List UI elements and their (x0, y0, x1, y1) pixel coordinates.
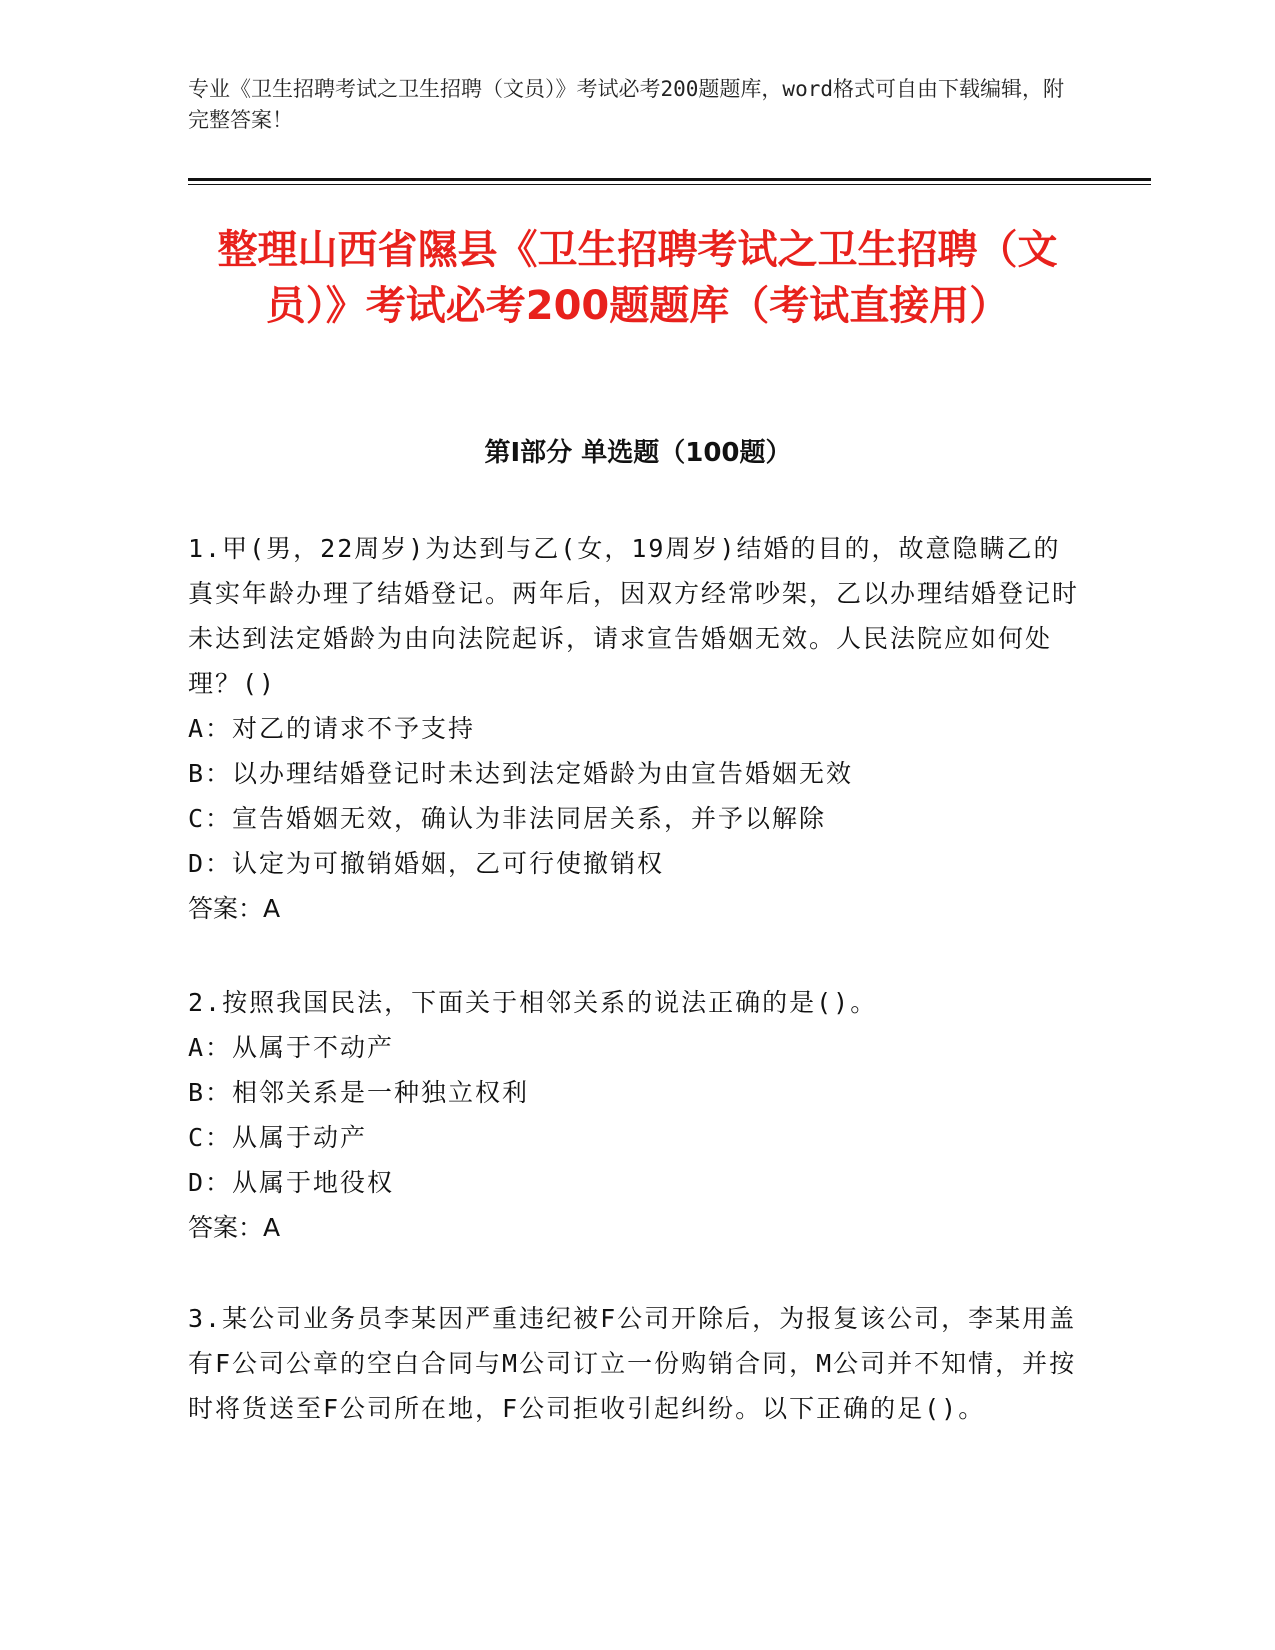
header-note: 专业《卫生招聘考试之卫生招聘（文员）》考试必考200题题库，word格式可自由下载编辑，附完整答案！ (188, 77, 1064, 132)
section-title: 第Ⅰ部分 单选题（100题） (484, 438, 792, 468)
question-text: 3.某公司业务员李某因严重违纪被F公司开除后，为报复该公司，李某用盖有F公司公章的空白合同与M公司订立一份购销合同，M公司并不知情，并按时将货送至F公司所在地，F公司拒收引起纠纷。以下正确的足()。 (188, 1304, 1077, 1423)
header-rule-thick (188, 178, 1151, 181)
option-b: B：相邻关系是一种独立权利 (188, 1078, 530, 1107)
question-text: 2.按照我国民法，下面关于相邻关系的说法正确的是()。 (188, 988, 878, 1017)
question-2 (188, 980, 1083, 1250)
option-c: C：宣告婚姻无效，确认为非法同居关系，并予以解除 (188, 804, 827, 833)
answer: 答案：A (188, 894, 281, 923)
option-a: A：对乙的请求不予支持 (188, 714, 476, 743)
question-1 (188, 526, 1083, 931)
option-d: D：从属于地役权 (188, 1168, 395, 1197)
option-c: C：从属于动产 (188, 1123, 368, 1152)
option-a: A：从属于不动产 (188, 1033, 395, 1062)
question-text: 1.甲(男，22周岁)为达到与乙(女，19周岁)结婚的目的，故意隐瞒乙的真实年龄办理了结婚登记。两年后，因双方经常吵架，乙以办理结婚登记时未达到法定婚龄为由向法院起诉，请求宣告婚姻无效。人民法院应如何处理？() (188, 534, 1080, 698)
option-d: D：认定为可撤销婚姻，乙可行使撤销权 (188, 849, 665, 878)
document-title: 整理山西省隰县《卫生招聘考试之卫生招聘（文员）》考试必考200题题库（考试直接用） (217, 227, 1058, 329)
option-b: B：以办理结婚登记时未达到法定婚龄为由宣告婚姻无效 (188, 759, 854, 788)
question-3 (188, 1296, 1083, 1431)
answer: 答案：A (188, 1213, 281, 1242)
header-rule-thin (188, 184, 1151, 185)
